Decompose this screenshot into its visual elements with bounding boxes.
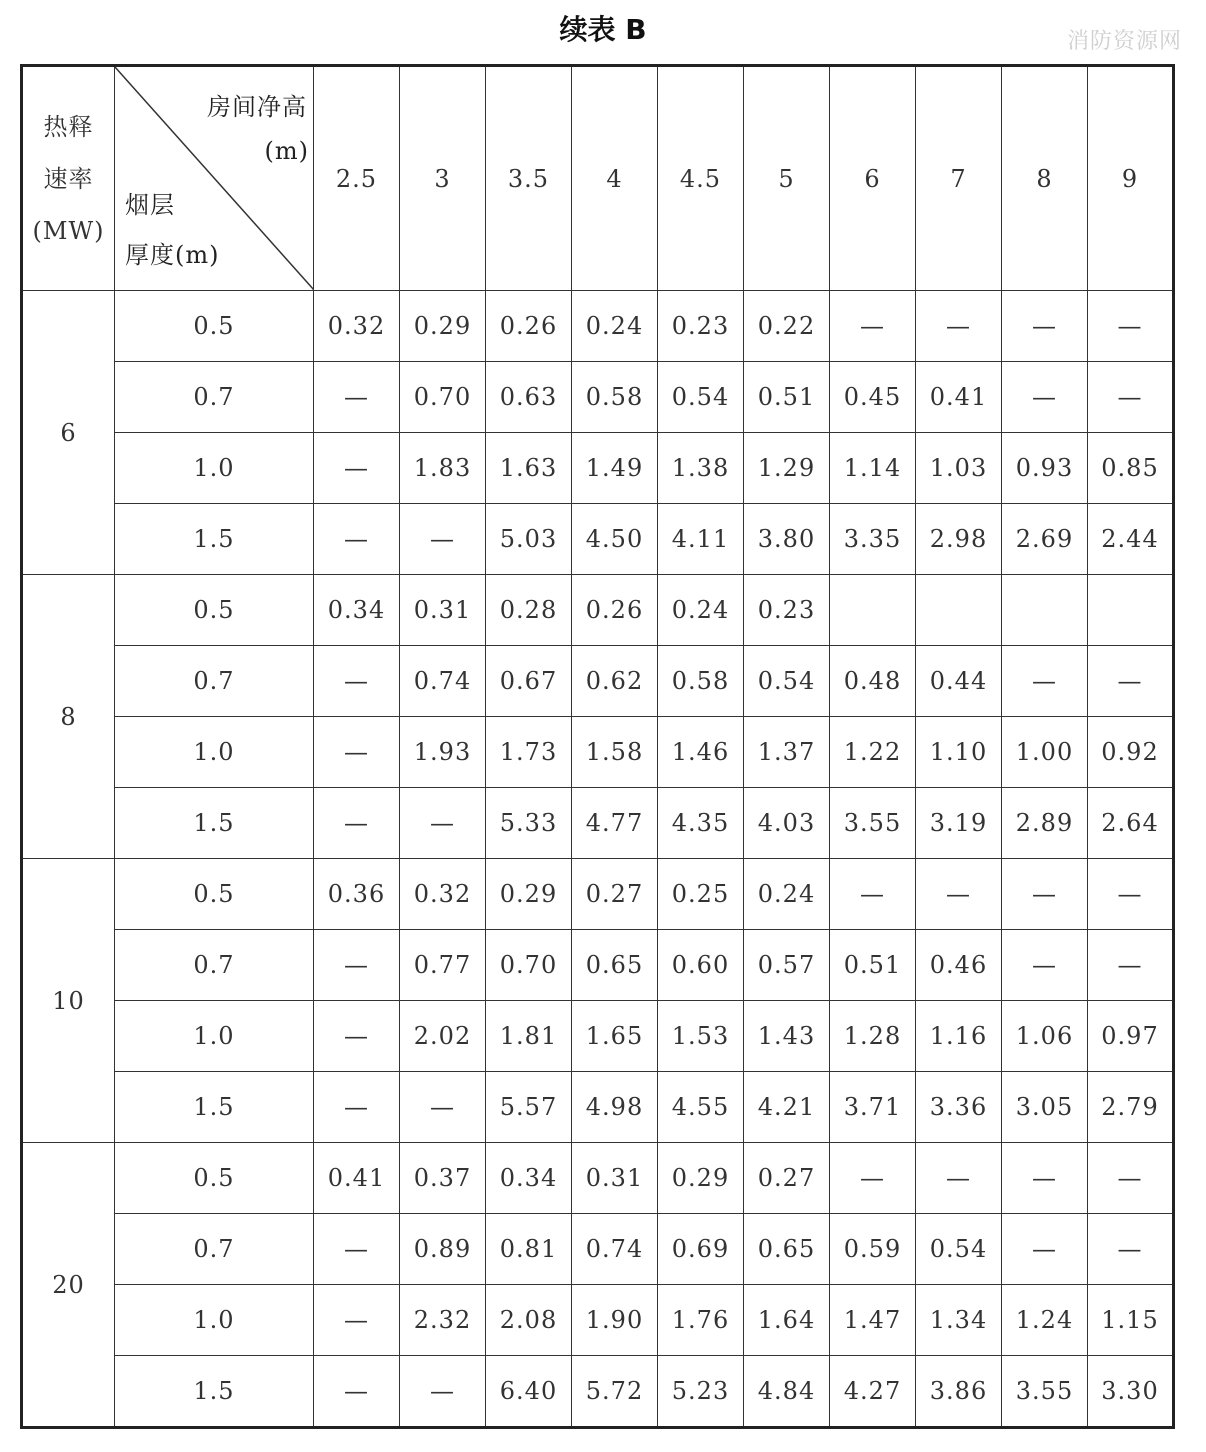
value-cell: 0.24: [572, 291, 658, 362]
value-cell: [1002, 575, 1088, 646]
value-cell: 0.34: [486, 1143, 572, 1214]
value-cell: —: [314, 788, 400, 859]
thickness-cell: 1.5: [115, 504, 314, 575]
table-row: [22, 788, 1174, 859]
value-cell: 2.32: [400, 1285, 486, 1356]
thickness-cell: 1.0: [115, 1001, 314, 1072]
value-cell: 4.27: [830, 1356, 916, 1428]
value-cell: 1.03: [916, 433, 1002, 504]
value-cell: 1.24: [1002, 1285, 1088, 1356]
table-row: [22, 1001, 1174, 1072]
value-cell: 0.60: [658, 930, 744, 1001]
value-cell: 1.14: [830, 433, 916, 504]
value-cell: 5.23: [658, 1356, 744, 1428]
hrr-header-cell: [22, 66, 115, 291]
value-cell: 1.28: [830, 1001, 916, 1072]
value-cell: 0.74: [400, 646, 486, 717]
header-row: [22, 66, 1174, 291]
table-row: [22, 1356, 1174, 1428]
value-cell: 2.08: [486, 1285, 572, 1356]
value-cell: 4.84: [744, 1356, 830, 1428]
value-cell: 4.55: [658, 1072, 744, 1143]
value-cell: 1.49: [572, 433, 658, 504]
value-cell: —: [400, 1072, 486, 1143]
hrr-header-line: 热释: [43, 112, 94, 141]
value-cell: 0.85: [1088, 433, 1174, 504]
table-row: [22, 575, 1174, 646]
value-cell: —: [916, 1143, 1002, 1214]
value-cell: 3.19: [916, 788, 1002, 859]
value-cell: 0.92: [1088, 717, 1174, 788]
value-cell: 1.16: [916, 1001, 1002, 1072]
value-cell: 0.70: [400, 362, 486, 433]
value-cell: —: [1088, 859, 1174, 930]
value-cell: —: [314, 1072, 400, 1143]
value-cell: —: [830, 291, 916, 362]
value-cell: 0.46: [916, 930, 1002, 1001]
thickness-cell: 0.5: [115, 1143, 314, 1214]
value-cell: 0.23: [744, 575, 830, 646]
value-cell: 0.74: [572, 1214, 658, 1285]
value-cell: 1.06: [1002, 1001, 1088, 1072]
thickness-cell: 0.7: [115, 1214, 314, 1285]
value-cell: 0.93: [1002, 433, 1088, 504]
value-cell: 2.79: [1088, 1072, 1174, 1143]
table-row: [22, 1285, 1174, 1356]
hrr-cell: 6: [22, 291, 115, 575]
value-cell: 5.33: [486, 788, 572, 859]
value-cell: —: [400, 788, 486, 859]
value-cell: 2.69: [1002, 504, 1088, 575]
value-cell: 2.89: [1002, 788, 1088, 859]
value-cell: 1.63: [486, 433, 572, 504]
value-cell: 2.98: [916, 504, 1002, 575]
value-cell: 1.00: [1002, 717, 1088, 788]
value-cell: 0.48: [830, 646, 916, 717]
thickness-cell: 0.7: [115, 362, 314, 433]
table-row: [22, 504, 1174, 575]
value-cell: —: [314, 717, 400, 788]
height-header-cell: 3.5: [486, 66, 572, 291]
value-cell: 0.77: [400, 930, 486, 1001]
diagonal-header-cell: [115, 66, 314, 291]
value-cell: 1.46: [658, 717, 744, 788]
value-cell: —: [1002, 859, 1088, 930]
value-cell: 4.50: [572, 504, 658, 575]
height-header-cell: 9: [1088, 66, 1174, 291]
thickness-cell: 0.7: [115, 930, 314, 1001]
value-cell: 0.29: [486, 859, 572, 930]
value-cell: 0.26: [486, 291, 572, 362]
value-cell: —: [1088, 930, 1174, 1001]
hrr-cell: 8: [22, 575, 115, 859]
value-cell: [916, 575, 1002, 646]
value-cell: 0.58: [572, 362, 658, 433]
value-cell: 0.29: [400, 291, 486, 362]
value-cell: 1.15: [1088, 1285, 1174, 1356]
value-cell: 1.37: [744, 717, 830, 788]
value-cell: 0.51: [830, 930, 916, 1001]
value-cell: 0.45: [830, 362, 916, 433]
value-cell: 1.76: [658, 1285, 744, 1356]
table-row: [22, 1214, 1174, 1285]
value-cell: 3.35: [830, 504, 916, 575]
value-cell: 1.34: [916, 1285, 1002, 1356]
value-cell: 3.55: [1002, 1356, 1088, 1428]
value-cell: 1.93: [400, 717, 486, 788]
value-cell: 0.28: [486, 575, 572, 646]
value-cell: 0.51: [744, 362, 830, 433]
height-header-cell: 6: [830, 66, 916, 291]
hrr-cell: 10: [22, 859, 115, 1143]
value-cell: —: [314, 1214, 400, 1285]
value-cell: 1.29: [744, 433, 830, 504]
value-cell: 1.83: [400, 433, 486, 504]
hrr-cell: 20: [22, 1143, 115, 1428]
table-row: [22, 1143, 1174, 1214]
thickness-cell: 1.0: [115, 717, 314, 788]
value-cell: 0.27: [572, 859, 658, 930]
value-cell: 0.57: [744, 930, 830, 1001]
value-cell: —: [314, 1001, 400, 1072]
value-cell: —: [1002, 291, 1088, 362]
table-row: [22, 1072, 1174, 1143]
value-cell: —: [916, 859, 1002, 930]
value-cell: 2.64: [1088, 788, 1174, 859]
value-cell: 0.62: [572, 646, 658, 717]
value-cell: 0.54: [744, 646, 830, 717]
value-cell: 1.65: [572, 1001, 658, 1072]
height-header-cell: 4: [572, 66, 658, 291]
value-cell: —: [1002, 646, 1088, 717]
value-cell: 4.77: [572, 788, 658, 859]
value-cell: —: [314, 930, 400, 1001]
value-cell: 2.44: [1088, 504, 1174, 575]
value-cell: 3.80: [744, 504, 830, 575]
value-cell: 4.21: [744, 1072, 830, 1143]
value-cell: 3.55: [830, 788, 916, 859]
value-cell: 1.81: [486, 1001, 572, 1072]
smoke-thickness-unit: 厚度(m): [125, 241, 220, 269]
value-cell: 0.25: [658, 859, 744, 930]
value-cell: 3.36: [916, 1072, 1002, 1143]
value-cell: —: [1002, 1214, 1088, 1285]
value-cell: 0.41: [314, 1143, 400, 1214]
watermark: 消防资源网: [1066, 29, 1182, 54]
value-cell: —: [1088, 362, 1174, 433]
value-cell: [830, 575, 916, 646]
value-cell: —: [1088, 291, 1174, 362]
value-cell: 1.22: [830, 717, 916, 788]
value-cell: 3.30: [1088, 1356, 1174, 1428]
value-cell: —: [314, 1356, 400, 1428]
value-cell: 0.37: [400, 1143, 486, 1214]
table-row: [22, 646, 1174, 717]
thickness-cell: 1.0: [115, 1285, 314, 1356]
value-cell: 0.63: [486, 362, 572, 433]
room-height-label: 房间净高: [207, 93, 307, 121]
value-cell: 5.72: [572, 1356, 658, 1428]
value-cell: 4.03: [744, 788, 830, 859]
value-cell: 1.90: [572, 1285, 658, 1356]
value-cell: 0.81: [486, 1214, 572, 1285]
value-cell: 6.40: [486, 1356, 572, 1428]
value-cell: —: [1002, 1143, 1088, 1214]
value-cell: 3.05: [1002, 1072, 1088, 1143]
height-header-cell: 8: [1002, 66, 1088, 291]
value-cell: 0.89: [400, 1214, 486, 1285]
value-cell: 1.43: [744, 1001, 830, 1072]
value-cell: 0.22: [744, 291, 830, 362]
value-cell: 3.86: [916, 1356, 1002, 1428]
thickness-cell: 1.5: [115, 1072, 314, 1143]
value-cell: 0.26: [572, 575, 658, 646]
value-cell: 0.59: [830, 1214, 916, 1285]
thickness-cell: 1.5: [115, 1356, 314, 1428]
value-cell: 0.58: [658, 646, 744, 717]
height-header-cell: 2.5: [314, 66, 400, 291]
table-row: [22, 930, 1174, 1001]
thickness-cell: 0.5: [115, 575, 314, 646]
value-cell: 1.10: [916, 717, 1002, 788]
value-cell: 5.57: [486, 1072, 572, 1143]
value-cell: 0.44: [916, 646, 1002, 717]
smoke-thickness-label: 烟层: [125, 191, 175, 219]
height-header-cell: 3: [400, 66, 486, 291]
value-cell: 0.31: [400, 575, 486, 646]
value-cell: 1.58: [572, 717, 658, 788]
value-cell: 5.03: [486, 504, 572, 575]
table-row: [22, 362, 1174, 433]
value-cell: 0.41: [916, 362, 1002, 433]
value-cell: 0.23: [658, 291, 744, 362]
table-caption: 续表 B: [559, 13, 647, 46]
value-cell: —: [1002, 930, 1088, 1001]
value-cell: 2.02: [400, 1001, 486, 1072]
value-cell: 0.97: [1088, 1001, 1174, 1072]
value-cell: —: [314, 433, 400, 504]
value-cell: —: [1088, 1143, 1174, 1214]
value-cell: 0.54: [658, 362, 744, 433]
value-cell: 0.67: [486, 646, 572, 717]
value-cell: 0.54: [916, 1214, 1002, 1285]
value-cell: 4.11: [658, 504, 744, 575]
hrr-header-line: 速率: [43, 164, 94, 193]
thickness-cell: 0.7: [115, 646, 314, 717]
value-cell: —: [314, 362, 400, 433]
value-cell: 0.65: [744, 1214, 830, 1285]
table-row: [22, 291, 1174, 362]
value-cell: 1.47: [830, 1285, 916, 1356]
value-cell: 4.98: [572, 1072, 658, 1143]
height-header-cell: 4.5: [658, 66, 744, 291]
value-cell: —: [400, 1356, 486, 1428]
table-row: [22, 859, 1174, 930]
table-row: [22, 717, 1174, 788]
height-header-cell: 7: [916, 66, 1002, 291]
value-cell: 0.36: [314, 859, 400, 930]
value-cell: —: [1002, 362, 1088, 433]
value-cell: 3.71: [830, 1072, 916, 1143]
table-row: [22, 433, 1174, 504]
value-cell: 1.73: [486, 717, 572, 788]
value-cell: [1088, 575, 1174, 646]
value-cell: 0.27: [744, 1143, 830, 1214]
value-cell: 0.24: [658, 575, 744, 646]
value-cell: 1.53: [658, 1001, 744, 1072]
value-cell: 4.35: [658, 788, 744, 859]
value-cell: —: [314, 646, 400, 717]
thickness-cell: 1.5: [115, 788, 314, 859]
room-height-unit: (m): [264, 137, 309, 165]
thickness-cell: 1.0: [115, 433, 314, 504]
value-cell: 0.32: [400, 859, 486, 930]
value-cell: —: [1088, 646, 1174, 717]
height-header-cell: 5: [744, 66, 830, 291]
value-cell: 0.65: [572, 930, 658, 1001]
value-cell: —: [830, 859, 916, 930]
value-cell: 0.70: [486, 930, 572, 1001]
value-cell: —: [400, 504, 486, 575]
value-cell: 0.24: [744, 859, 830, 930]
value-cell: 0.29: [658, 1143, 744, 1214]
value-cell: —: [314, 504, 400, 575]
hrr-header-line: (MW): [32, 216, 105, 245]
value-cell: 0.31: [572, 1143, 658, 1214]
value-cell: —: [1088, 1214, 1174, 1285]
value-cell: 0.69: [658, 1214, 744, 1285]
smoke-table: [20, 64, 1175, 1429]
value-cell: 0.34: [314, 575, 400, 646]
value-cell: —: [314, 1285, 400, 1356]
value-cell: 1.38: [658, 433, 744, 504]
thickness-cell: 0.5: [115, 291, 314, 362]
value-cell: 0.32: [314, 291, 400, 362]
value-cell: 1.64: [744, 1285, 830, 1356]
value-cell: —: [830, 1143, 916, 1214]
value-cell: —: [916, 291, 1002, 362]
thickness-cell: 0.5: [115, 859, 314, 930]
